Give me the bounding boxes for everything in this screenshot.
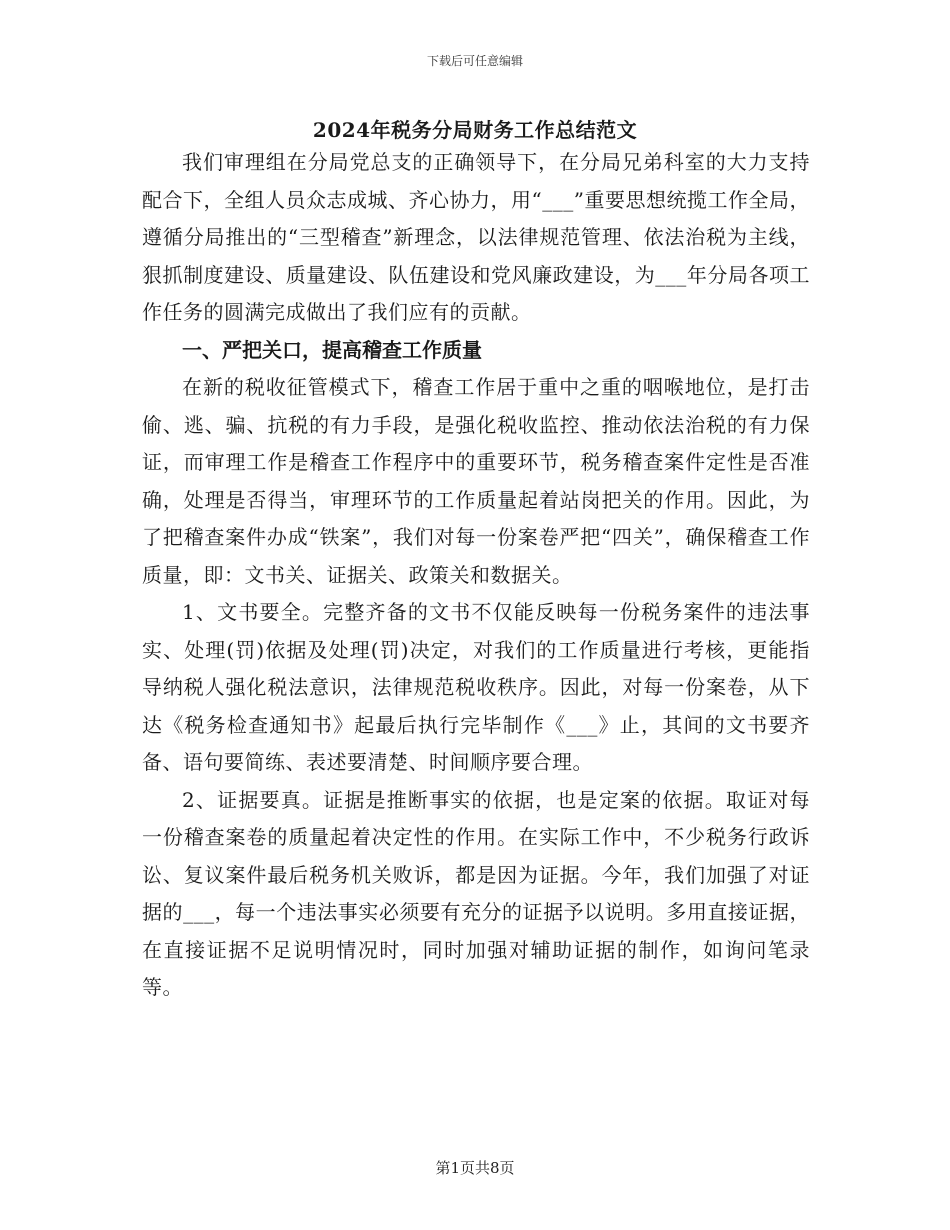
page-number: 第1页共8页 (435, 1159, 515, 1177)
item-1-paragraph: 1、文书要全。完整齐备的文书不仅能反映每一份税务案件的违法事实、处理(罚)依据及处理(罚)决定，对我们的工作质量进行考核，更能指导纳税人强化税法意识，法律规范税收秩序。因此，对每一份案卷，从下达《税务检查通知书》起最后执行完毕制作《___》止，其间的文书要齐备、语句要简练、表述要清楚、时间顺序要合理。 (142, 600, 810, 774)
intro-paragraph: 我们审理组在分局党总支的正确领导下，在分局兄弟科室的大力支持配合下，全组人员众志成城、齐心协力，用“___”重要思想统揽工作全局，遵循分局推出的“三型稽查”新理念，以法律规范管理、依法治税为主线，狠抓制度建设、质量建设、队伍建设和党风廉政建设，为___年分局各项工作任务的圆满完成做出了我们应有的贡献。 (142, 150, 810, 324)
section-1-paragraph: 在新的税收征管模式下，稽查工作居于重中之重的咽喉地位，是打击偷、逃、骗、抗税的有力手段，是强化税收监控、推动依法治税的有力保证，而审理工作是稽查工作程序中的重要环节，税务稽查案件定性是否准确，处理是否得当，审理环节的工作质量起着站岗把关的作用。因此，为了把稽查案件办成“铁案”，我们对每一份案卷严把“四关”，确保稽查工作质量，即：文书关、证据关、政策关和数据关。 (142, 375, 810, 587)
item-2-paragraph: 2、证据要真。证据是推断事实的依据，也是定案的依据。取证对每一份稽查案卷的质量起着决定性的作用。在实际工作中，不少税务行政诉讼、复议案件最后税务机关败诉，都是因为证据。今年，我们加强了对证据的___，每一个违法事实必须要有充分的证据予以说明。多用直接证据，在直接证据不足说明情况时，同时加强对辅助证据的制作，如询问笔录等。 (142, 787, 810, 999)
document-body (142, 144, 810, 1007)
header-note: 下载后可任意编辑 (426, 54, 523, 68)
section-heading-1: 一、严把关口，提高稽查工作质量 (182, 337, 482, 362)
document-title: 2024年税务分局财务工作总结范文 (312, 118, 638, 142)
